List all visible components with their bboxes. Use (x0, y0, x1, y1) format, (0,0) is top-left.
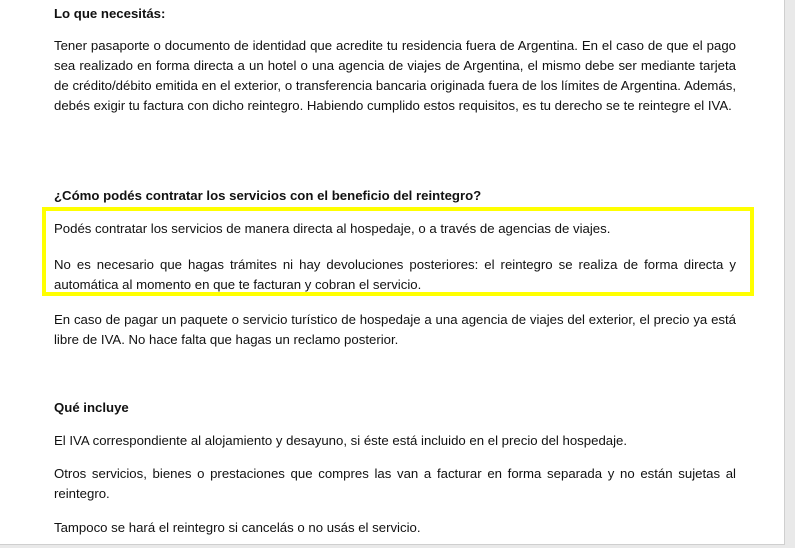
foreign-agency-paragraph: En caso de pagar un paquete o servicio turístico de hospedaje a una agencia de viajes del exterior, el precio ya está libre de IVA. No hace falta que hagas un reclamo posterior. (54, 312, 736, 347)
includes-paragraph-other-services: Otros servicios, bienes o prestaciones que compres las van a facturar en forma separada y no están sujetas al reintegro. (54, 466, 736, 501)
section-heading-how-to-contract: ¿Cómo podés contratar los servicios con el beneficio del reintegro? (54, 188, 482, 203)
highlighted-paragraph-direct: Podés contratar los servicios de manera directa al hospedaje, o a través de agencias de viajes. (54, 221, 611, 236)
viewer-right-gutter (785, 0, 795, 548)
requirements-paragraph: Tener pasaporte o documento de identidad que acredite tu residencia fuera de Argentina. En el caso de que el pago sea realizado en forma directa a un hotel o una agencia de viajes de Argentina, el mismo debe ser mediante tarjeta de crédito/débito emitida en el exterior, o transferencia bancaria originada fuera de los límites de Argentina. Además, debés exigir tu factura con dicho reintegro. Habiendo cumplido estos requisitos, es tu derecho se te reintegre el IVA. (54, 38, 736, 113)
includes-paragraph-iva: El IVA correspondiente al alojamiento y desayuno, si éste está incluido en el precio del hospedaje. (54, 433, 628, 448)
highlighted-paragraph-automatic: No es necesario que hagas trámites ni hay devoluciones posteriores: el reintegro se realiza de forma directa y automática al momento en que te facturan y cobran el servicio. (54, 257, 736, 292)
section-heading-includes: Qué incluye (54, 400, 129, 415)
section-heading-requirements: Lo que necesitás: (54, 6, 166, 21)
includes-paragraph-cancellation: Tampoco se hará el reintegro si cancelás o no usás el servicio. (54, 520, 421, 535)
